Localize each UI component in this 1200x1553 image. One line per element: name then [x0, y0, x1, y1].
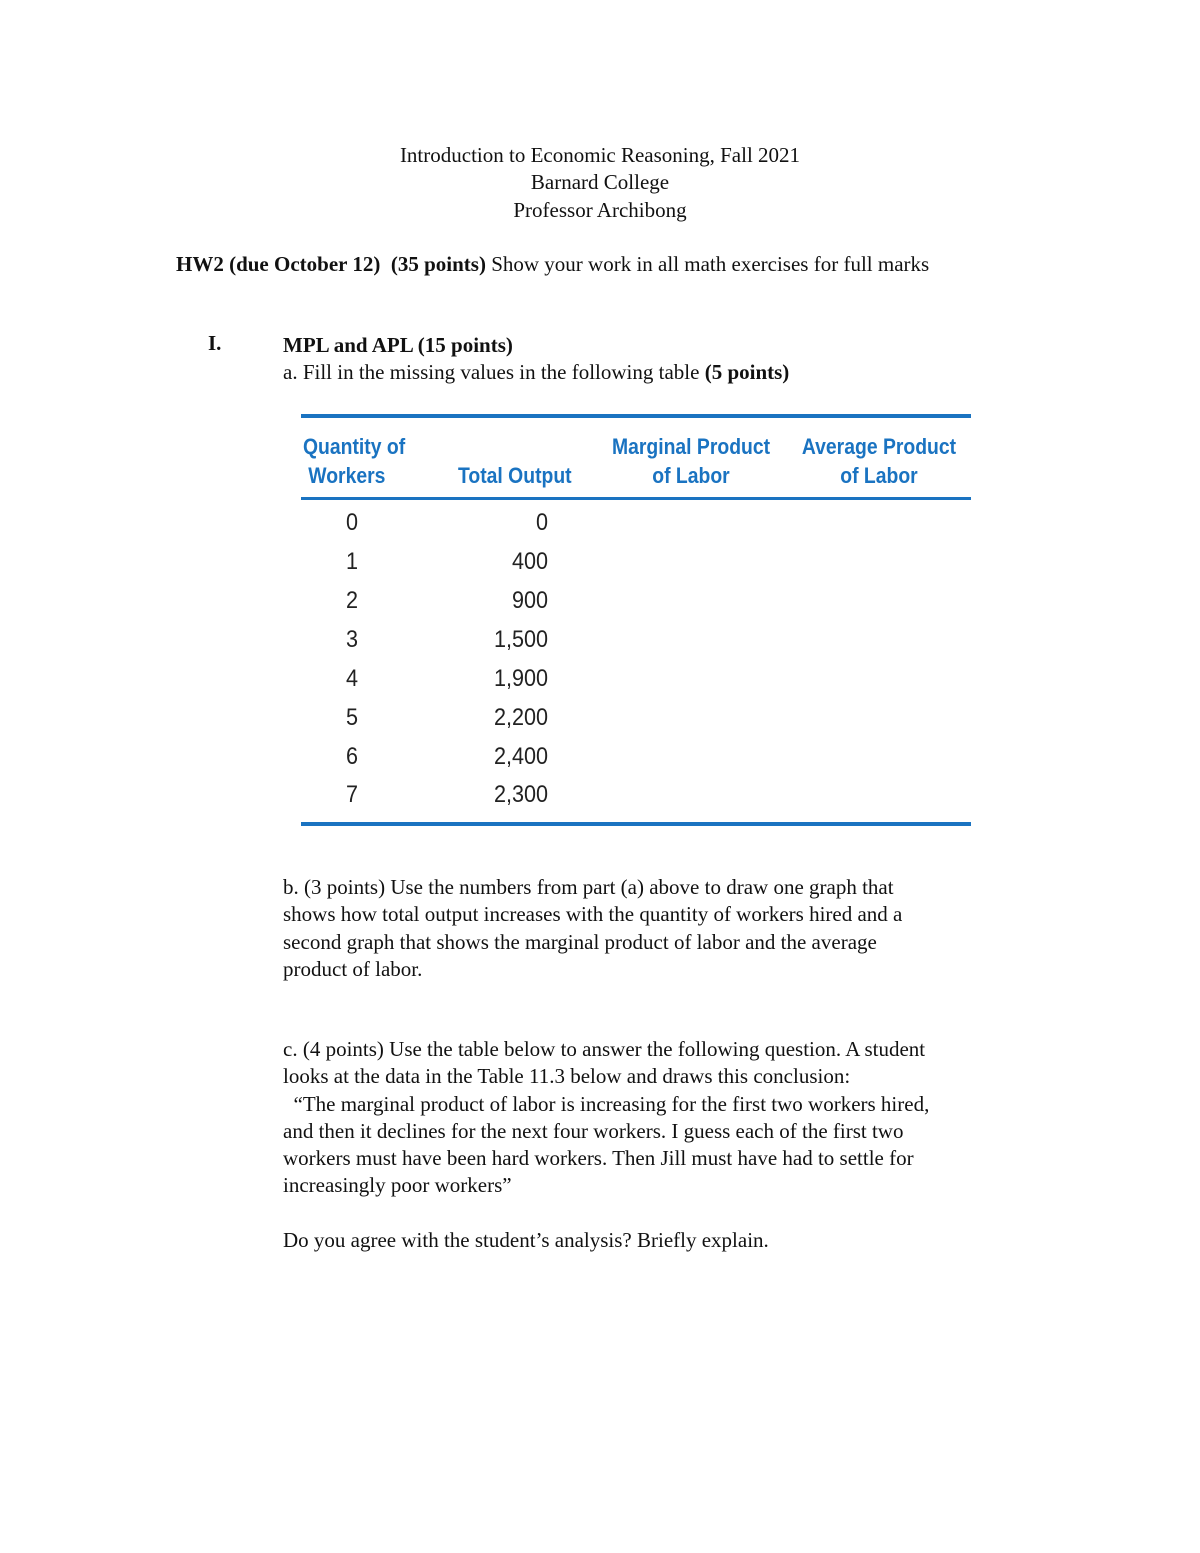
cell-output: 1,500	[493, 626, 548, 653]
header-quantity	[303, 432, 405, 490]
header-quantity-line2: Workers	[308, 463, 386, 488]
header-mpl-line2: of Labor	[652, 463, 730, 488]
cell-workers: 3	[345, 626, 359, 653]
part-c-line: c. (4 points) Use the table below to answer the following question. A student	[283, 1037, 926, 1061]
cell-output: 2,200	[493, 704, 548, 731]
assignment-line	[176, 250, 929, 278]
production-table	[301, 414, 971, 828]
part-c-line: looks at the data in the Table 11.3 below and draws this conclusion:	[283, 1064, 851, 1089]
cell-output: 1,900	[493, 665, 548, 692]
table-top-rule	[301, 414, 971, 418]
cell-output: 2,400	[493, 743, 548, 770]
cell-workers: 6	[345, 743, 359, 770]
part-c-quote-line: “The marginal product of labor is increasing for the first two workers hired,	[283, 1091, 930, 1116]
section-title: MPL and APL (15 points)	[283, 333, 513, 357]
header-mpl-line1: Marginal Product	[611, 434, 771, 459]
header-mpl	[603, 432, 779, 490]
assignment-title: HW2 (due October 12)	[176, 252, 381, 276]
part-c-quote-line: and then it declines for the next four workers. I guess each of the first two	[283, 1118, 904, 1143]
header-apl-line1: Average Product	[801, 434, 957, 459]
part-c-quote-line: increasingly poor workers”	[283, 1173, 512, 1198]
part-a-points: (5 points)	[704, 360, 790, 384]
table-header-rule	[301, 497, 971, 500]
professor-name: Professor Archibong	[513, 198, 687, 222]
part-b	[283, 874, 1013, 983]
cell-workers: 2	[345, 587, 359, 614]
part-c	[283, 1036, 1013, 1200]
part-a-prompt	[283, 359, 1013, 386]
course-title: Introduction to Economic Reasoning, Fall 2021	[399, 143, 801, 167]
college-name: Barnard College	[530, 170, 670, 194]
cell-workers: 4	[345, 665, 359, 692]
part-b-line: shows how total output increases with the quantity of workers hired and a	[283, 902, 903, 927]
header-total-output: Total Output	[458, 463, 572, 488]
cell-output: 400	[511, 548, 548, 575]
cell-workers: 7	[345, 781, 359, 808]
header-apl	[791, 432, 967, 490]
header-apl-line2: of Labor	[840, 463, 918, 488]
cell-output: 2,300	[493, 781, 548, 808]
cell-workers: 0	[345, 509, 359, 536]
part-c-quote-line: workers must have been hard workers. Then Jill must have had to settle for	[283, 1146, 914, 1171]
cell-workers: 5	[345, 704, 359, 731]
part-b-line: b. (3 points) Use the numbers from part (a) above to draw one graph that	[283, 875, 894, 899]
cell-output: 900	[511, 587, 548, 614]
part-b-line: product of labor.	[283, 956, 423, 981]
section-numeral: I.	[208, 331, 222, 355]
cell-workers: 1	[345, 548, 359, 575]
header-quantity-line1: Quantity of	[303, 434, 406, 459]
table-bottom-rule	[301, 822, 971, 826]
assignment-instructions: Show your work in all math exercises for full marks	[491, 252, 930, 276]
assignment-points: (35 points)	[390, 252, 486, 276]
part-c-question: Do you agree with the student’s analysis? Briefly explain.	[283, 1228, 769, 1252]
part-b-line: second graph that shows the marginal product of labor and the average	[283, 929, 877, 954]
part-a-text: a. Fill in the missing values in the following table	[283, 360, 700, 384]
cell-output: 0	[535, 509, 548, 536]
